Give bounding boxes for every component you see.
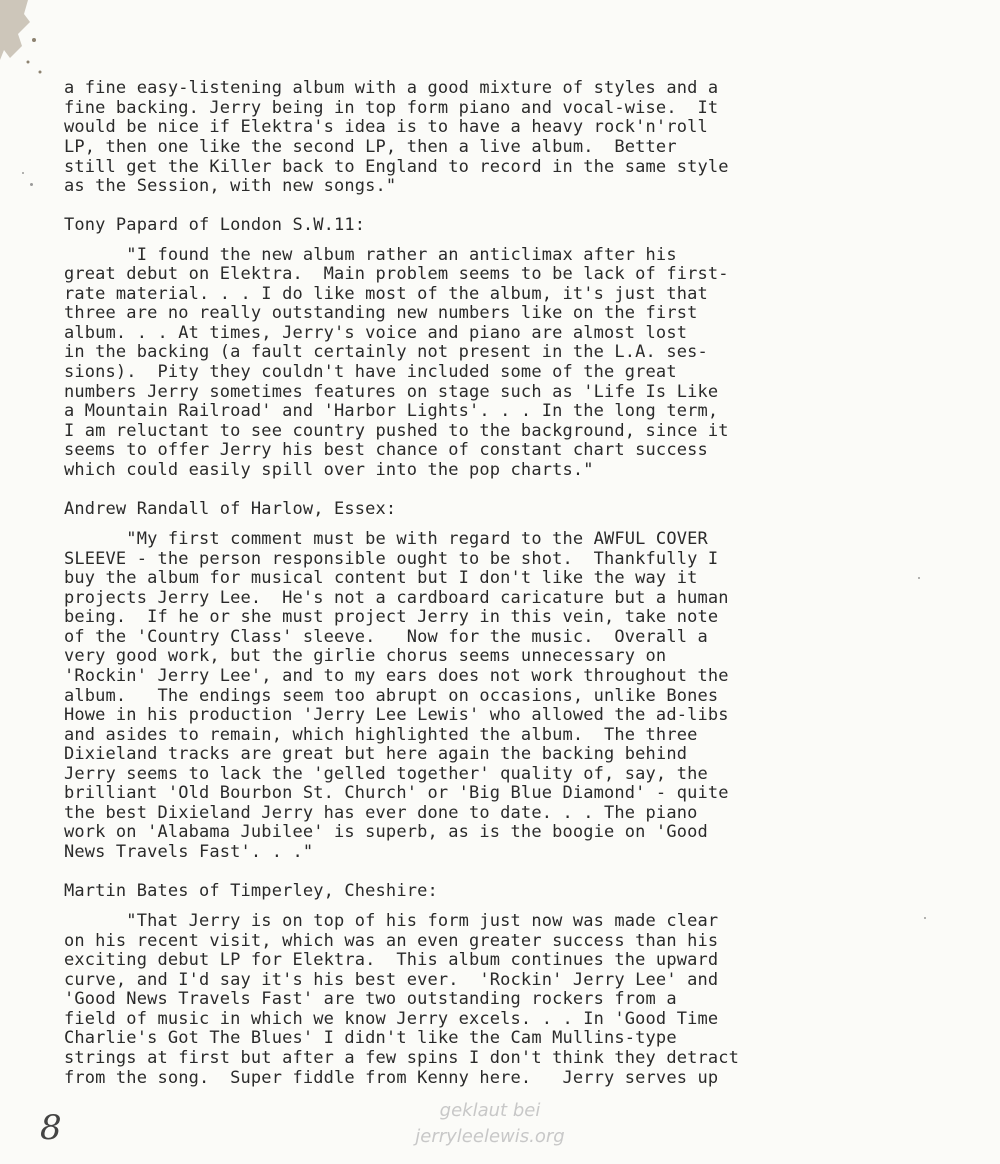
- text-line: as the Session, with new songs.": [64, 176, 397, 196]
- text-line: brilliant 'Old Bourbon St. Church' or 'Big Blue Diamond' - quite: [64, 783, 729, 803]
- text-line: Jerry seems to lack the 'gelled together' quality of, say, the: [64, 764, 708, 784]
- page-number: 8: [40, 1108, 62, 1148]
- text-line: rate material. . . I do like most of the album, it's just that: [64, 284, 708, 304]
- text-line: a Mountain Railroad' and 'Harbor Lights'. . . In the long term,: [64, 401, 719, 421]
- paper-speck: [924, 917, 926, 919]
- text-line: would be nice if Elektra's idea is to have a heavy rock'n'roll: [64, 117, 708, 137]
- text-line: SLEEVE - the person responsible ought to be shot. Thankfully I: [64, 549, 719, 569]
- paper-speck: [918, 577, 920, 579]
- text-line: and asides to remain, which highlighted the album. The three: [64, 725, 698, 745]
- text-line: "My first comment must be with regard to the AWFUL COVER: [64, 529, 708, 549]
- text-line: Dixieland tracks are great but here again the backing behind: [64, 744, 688, 764]
- text-line: the best Dixieland Jerry has ever done to date. . . The piano: [64, 803, 698, 823]
- text-line: Charlie's Got The Blues' I didn't like the Cam Mullins-type: [64, 1028, 677, 1048]
- text-line: of the 'Country Class' sleeve. Now for the music. Overall a: [64, 627, 708, 647]
- text-line: being. If he or she must project Jerry in this vein, take note: [64, 607, 719, 627]
- text-line: sions). Pity they couldn't have included some of the great: [64, 362, 677, 382]
- text-line: strings at first but after a few spins I don't think they detract: [64, 1048, 740, 1068]
- text-line: exciting debut LP for Elektra. This album continues the upward: [64, 950, 719, 970]
- text-line: very good work, but the girlie chorus seems unnecessary on: [64, 646, 667, 666]
- text-line: "That Jerry is on top of his form just now was made clear: [64, 911, 719, 931]
- reader-heading: Andrew Randall of Harlow, Essex:: [64, 499, 397, 519]
- watermark-line-2: jerryleelewis.org: [415, 1126, 565, 1147]
- text-line: News Travels Fast'. . .": [64, 842, 314, 862]
- text-line: album. . . At times, Jerry's voice and piano are almost lost: [64, 323, 688, 343]
- paper-speck: [22, 172, 24, 174]
- text-line: buy the album for musical content but I don't like the way it: [64, 568, 698, 588]
- text-line: great debut on Elektra. Main problem seems to be lack of first-: [64, 264, 729, 284]
- text-line: LP, then one like the second LP, then a live album. Better: [64, 137, 677, 157]
- text-line: Howe in his production 'Jerry Lee Lewis' who allowed the ad-libs: [64, 705, 729, 725]
- reader-heading: Tony Papard of London S.W.11:: [64, 215, 366, 235]
- text-line: on his recent visit, which was an even greater success than his: [64, 931, 719, 951]
- text-line: curve, and I'd say it's his best ever. 'Rockin' Jerry Lee' and: [64, 970, 719, 990]
- text-line: seems to offer Jerry his best chance of constant chart success: [64, 440, 708, 460]
- text-line: a fine easy-listening album with a good mixture of styles and a: [64, 78, 719, 98]
- text-line: field of music in which we know Jerry excels. . . In 'Good Time: [64, 1009, 719, 1029]
- text-line: work on 'Alabama Jubilee' is superb, as is the boogie on 'Good: [64, 822, 708, 842]
- paper-speck: [30, 183, 33, 186]
- text-line: projects Jerry Lee. He's not a cardboard caricature but a human: [64, 588, 729, 608]
- text-line: I am reluctant to see country pushed to the background, since it: [64, 421, 729, 441]
- text-line: numbers Jerry sometimes features on stage such as 'Life Is Like: [64, 382, 719, 402]
- text-line: still get the Killer back to England to record in the same style: [64, 157, 729, 177]
- text-line: 'Good News Travels Fast' are two outstanding rockers from a: [64, 989, 677, 1009]
- text-line: "I found the new album rather an anticlimax after his: [64, 245, 677, 265]
- corner-stain: [0, 0, 60, 90]
- reader-heading: Martin Bates of Timperley, Cheshire:: [64, 881, 438, 901]
- text-line: from the song. Super fiddle from Kenny here. Jerry serves up: [64, 1068, 719, 1088]
- text-line: three are no really outstanding new numbers like on the first: [64, 303, 698, 323]
- text-line: album. The endings seem too abrupt on occasions, unlike Bones: [64, 686, 719, 706]
- text-line: fine backing. Jerry being in top form piano and vocal-wise. It: [64, 98, 719, 118]
- watermark-line-1: geklaut bei: [439, 1100, 541, 1121]
- text-line: in the backing (a fault certainly not present in the L.A. ses-: [64, 342, 708, 362]
- text-line: which could easily spill over into the pop charts.": [64, 460, 594, 480]
- text-line: 'Rockin' Jerry Lee', and to my ears does not work throughout the: [64, 666, 729, 686]
